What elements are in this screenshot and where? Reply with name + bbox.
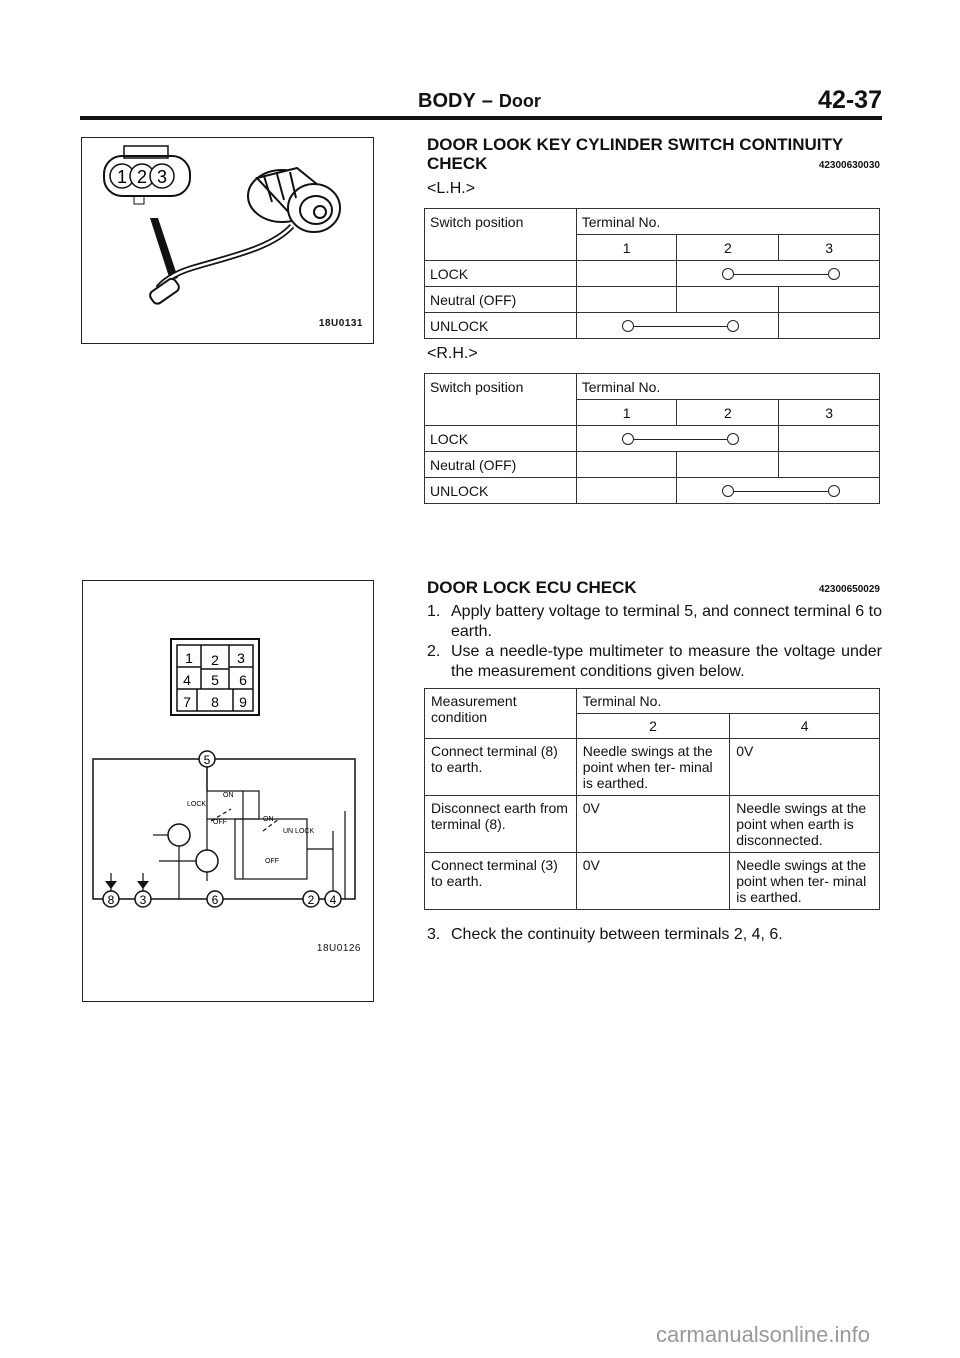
rh-terminal-3: 3 (779, 400, 880, 426)
step-1 (427, 602, 882, 642)
condition-cell: Connect terminal (3) to earth. (425, 853, 577, 910)
lh-continuity-table (424, 208, 880, 339)
rh-terminal-2: 2 (677, 400, 779, 426)
figure-key-cylinder (81, 137, 374, 344)
step-3-number: 3. (427, 926, 441, 943)
rh-row-lock: LOCK (425, 426, 577, 452)
section-code: 42300630030 (818, 160, 880, 171)
grid-pin-1: 1 (185, 650, 193, 666)
grid-pin-4: 4 (183, 672, 191, 688)
label-off-1: OFF (213, 819, 227, 826)
terminal-6: 6 (211, 893, 219, 907)
ecu-connector-pin-grid (171, 639, 259, 715)
ecu-measurement-table (424, 688, 880, 910)
terminal-2-cell: 0V (576, 796, 730, 853)
ecu-terminal-header: Terminal No. (576, 689, 879, 714)
lh-row-unlock: UNLOCK (425, 313, 577, 339)
label-off-2: OFF (265, 858, 279, 865)
terminal-4: 4 (329, 893, 337, 907)
section-title-key-cylinder (427, 135, 843, 173)
connector-pin-1: 1 (116, 167, 128, 187)
terminal-2-cell: 0V (576, 853, 730, 910)
terminal-4-cell: 0V (730, 739, 880, 796)
condition-cell: Connect terminal (8) to earth. (425, 739, 577, 796)
rh-terminal-1: 1 (576, 400, 677, 426)
terminal-8: 8 (107, 893, 115, 907)
terminal-4-cell: Needle swings at the point when ter- minal is earthed. (730, 853, 880, 910)
page-header-title (418, 90, 541, 113)
step-1-text: Apply battery voltage to terminal 5, and connect terminal 6 to earth. (451, 603, 882, 640)
grid-pin-5: 5 (211, 672, 219, 688)
rh-lock-continuity-1-2 (582, 433, 773, 445)
lh-row-lock: LOCK (425, 261, 577, 287)
lh-terminal-2: 2 (677, 235, 779, 261)
key-cylinder-illustration (82, 138, 373, 343)
lh-terminal-header: Terminal No. (576, 209, 879, 235)
header-dash: – (481, 90, 493, 112)
rh-terminal-header: Terminal No. (576, 374, 879, 400)
step-1-number: 1. (427, 603, 441, 620)
rh-switch-position-header: Switch position (425, 374, 577, 400)
step-3-text: Check the continuity between terminals 2, 4, 6. (451, 926, 783, 943)
label-on-1: ON (223, 792, 234, 799)
label-on-2: ON (263, 816, 274, 823)
lh-label: <L.H.> (427, 180, 476, 197)
table-row (425, 739, 880, 796)
condition-cell: Disconnect earth from terminal (8). (425, 796, 577, 853)
subsection-name: Door (498, 91, 541, 111)
watermark: carmanualsonline.info (655, 1322, 870, 1347)
lh-terminal-1: 1 (576, 235, 677, 261)
section-title-line2: CHECK (427, 154, 488, 173)
section-title-line1: DOOR LOOK KEY CYLINDER SWITCH CONTINUITY (427, 135, 844, 154)
step-3 (427, 925, 882, 945)
ecu-circuit-diagram (83, 581, 373, 1001)
terminal-2: 2 (307, 893, 315, 907)
lh-row-neutral: Neutral (OFF) (425, 287, 577, 313)
section-title-ecu: DOOR LOCK ECU CHECK (427, 578, 637, 597)
grid-pin-3: 3 (237, 650, 245, 666)
label-lock: LOCK (187, 801, 207, 808)
grid-pin-6: 6 (239, 672, 247, 688)
lh-unlock-continuity-1-2 (582, 320, 773, 332)
rh-row-neutral: Neutral (OFF) (425, 452, 577, 478)
lh-terminal-3: 3 (779, 235, 880, 261)
figure-ecu-circuit (82, 580, 374, 1002)
connector-pin-2: 2 (136, 167, 148, 187)
steps-list (427, 602, 882, 682)
step-2 (427, 642, 882, 682)
section-name: BODY (418, 90, 476, 112)
step-2-text: Use a needle-type multimeter to measure the voltage under the measurement conditions given below. (451, 643, 882, 680)
rh-unlock-continuity-2-3 (682, 485, 874, 497)
ecu-terminal-4: 4 (730, 714, 880, 739)
figure-code: 18U0131 (318, 318, 363, 329)
rh-row-unlock: UNLOCK (425, 478, 577, 504)
grid-pin-2: 2 (211, 652, 219, 668)
label-unlock: UN LOCK (283, 828, 315, 835)
lh-switch-position-header: Switch position (425, 209, 577, 235)
grid-pin-9: 9 (239, 694, 247, 710)
measurement-condition-header: Measurement condition (425, 689, 577, 739)
step-2-number: 2. (427, 643, 441, 660)
ecu-terminal-2: 2 (576, 714, 730, 739)
grid-pin-8: 8 (211, 694, 219, 710)
section-code: 42300650029 (818, 584, 880, 595)
connector-pin-3: 3 (156, 167, 168, 187)
table-row (425, 853, 880, 910)
header-rule (80, 116, 882, 120)
terminal-2-cell: Needle swings at the point when ter- minal is earthed. (576, 739, 730, 796)
figure-code: 18U0126 (316, 943, 361, 954)
terminal-5: 5 (203, 753, 211, 767)
terminal-4-cell: Needle swings at the point when earth is disconnected. (730, 796, 880, 853)
terminal-3: 3 (139, 893, 147, 907)
rh-continuity-table (424, 373, 880, 504)
grid-pin-7: 7 (183, 694, 191, 710)
rh-label: <R.H.> (427, 345, 478, 362)
lh-lock-continuity-2-3 (682, 268, 874, 280)
table-row (425, 796, 880, 853)
page-number: 42-37 (818, 86, 882, 114)
